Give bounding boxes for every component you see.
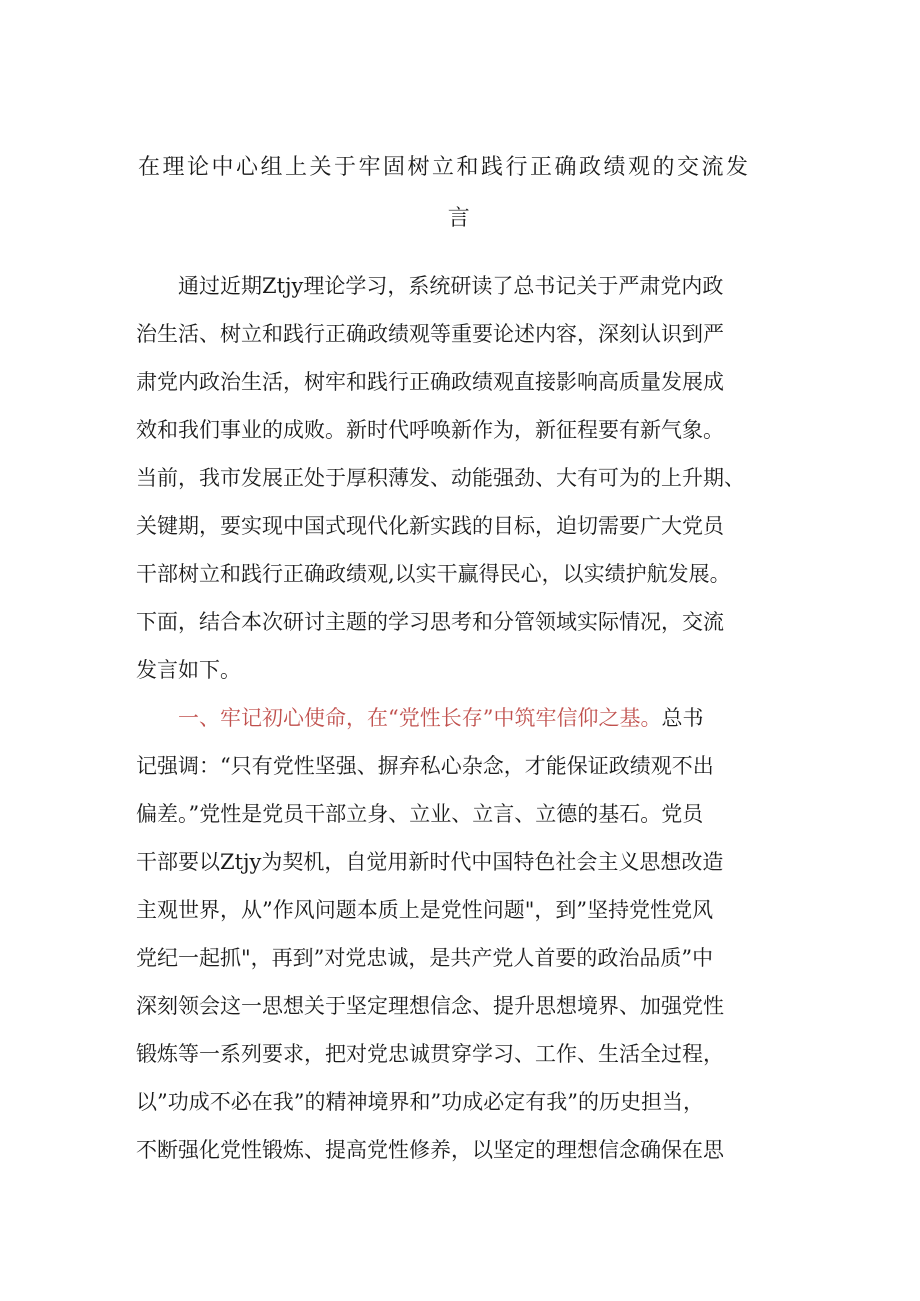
paragraph-line: 关键期，要实现中国式现代化新实践的目标，迫切需要广大党员 [136,514,724,538]
paragraph-line: 当前，我市发展正处于厚积薄发、动能强劲、大有可为的上升期、 [136,466,745,490]
document-title-line-1: 在理论中心组上关于牢固树立和践行正确政绩观的交流发 [138,155,751,180]
section-heading-line [136,694,796,742]
paragraph-line: 干部树立和践行正确政绩观,以实干赢得民心，以实绩护航发展。 [136,562,731,586]
paragraph-line: 肃党内政治生活，树牢和践行正确政绩观直接影响高质量发展成 [136,370,724,394]
paragraph-line: 主观世界，从”作风问题本质上是党性问题"，到”坚持党性党风 [136,898,714,922]
paragraph-line: 通过近期Ztjy理论学习，系统研读了总书记关于严肃党内政 [136,274,724,298]
paragraph-line: 干部要以Ztjy为契机，自觉用新时代中国特色社会主义思想改造 [136,850,724,874]
paragraph-line: 以”功成不必在我”的精神境界和”功成必定有我”的历史担当， [136,1090,704,1114]
paragraph-line: 深刻领会这一思想关于坚定理想信念、提升思想境界、加强党性 [136,994,724,1018]
paragraph-line: 发言如下。 [136,658,241,682]
paragraph-line: 党纪一起抓"，再到”对党忠诚，是共产党人首要的政治品质”中 [136,946,714,970]
paragraph-line: 效和我们事业的成败。新时代呼唤新作为，新征程要有新气象。 [136,418,724,442]
paragraph-line: 偏差。”党性是党员干部立身、立业、立言、立德的基石。党员 [136,802,704,826]
paragraph-line: 锻炼等一系列要求，把对党忠诚贯穿学习、工作、生活全过程， [136,1042,724,1066]
paragraph-line: 记强调：“只有党性坚强、摒弃私心杂念，才能保证政绩观不出 [136,754,714,778]
paragraph-line: 不断强化党性锻炼、提高党性修养，以坚定的理想信念确保在思 [136,1138,724,1162]
paragraph-line: 治生活、树立和践行正确政绩观等重要论述内容，深刻认识到严 [136,322,724,346]
section-1-heading-tail: 总书 [661,706,704,730]
document-title-line-2: 言 [447,206,473,231]
section-1-heading: 一、牢记初心使命，在“党性长存”中筑牢信仰之基。 [136,706,662,730]
paragraph-line: 下面，结合本次研讨主题的学习思考和分管领域实际情况，交流 [136,610,724,634]
